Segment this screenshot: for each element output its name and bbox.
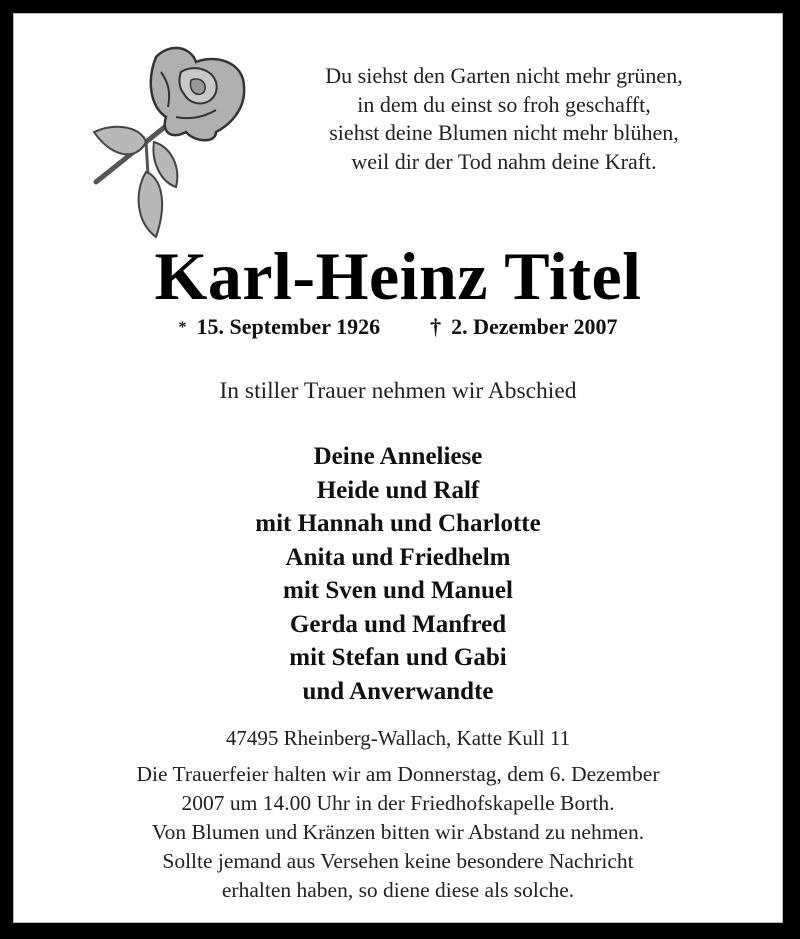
birth-star-icon: * bbox=[178, 319, 187, 336]
family-member: mit Hannah und Charlotte bbox=[255, 510, 541, 537]
family-member: mit Sven und Manuel bbox=[283, 577, 513, 604]
rose-icon bbox=[76, 32, 256, 242]
poem-line: in dem du einst so froh geschafft, bbox=[357, 91, 651, 117]
poem bbox=[254, 62, 754, 176]
info-line: Von Blumen und Kränzen bitten wir Abstand zu nehmen. bbox=[151, 820, 645, 844]
info-line: Die Trauerfeier halten wir am Donnerstag, dem 6. Dezember bbox=[136, 762, 660, 786]
family-list bbox=[14, 440, 782, 708]
family-member: Heide und Ralf bbox=[316, 476, 480, 504]
family-member: und Anverwandte bbox=[302, 677, 494, 705]
death-date: 2. Dezember 2007 bbox=[451, 314, 618, 339]
mourning-phrase: In stiller Trauer nehmen wir Abschied bbox=[219, 378, 577, 404]
funeral-info bbox=[14, 760, 782, 905]
poem-line: weil dir der Tod nahm deine Kraft. bbox=[351, 148, 657, 174]
poem-line: Du siehst den Garten nicht mehr grünen, bbox=[325, 63, 683, 88]
info-line: erhalten haben, so diene diese als solche. bbox=[221, 878, 575, 902]
info-line: 2007 um 14.00 Uhr in der Friedhofskapelle Borth. bbox=[181, 791, 615, 815]
poem-line: siehst deine Blumen nicht mehr blühen, bbox=[329, 120, 679, 145]
family-member: Gerda und Manfred bbox=[289, 610, 507, 638]
life-dates bbox=[14, 314, 782, 340]
info-line: Sollte jemand aus Versehen keine besondere Nachricht bbox=[162, 849, 634, 873]
family-member: Anita und Friedhelm bbox=[285, 543, 511, 571]
obituary-card bbox=[13, 13, 783, 923]
death-cross-icon: † bbox=[430, 314, 442, 339]
family-member: Deine Anneliese bbox=[313, 443, 483, 470]
birth-date: 15. September 1926 bbox=[196, 314, 381, 339]
deceased-name: Karl-Heinz Titel bbox=[154, 238, 642, 314]
family-member: mit Stefan und Gabi bbox=[289, 644, 507, 671]
address: 47495 Rheinberg-Wallach, Katte Kull 11 bbox=[225, 726, 571, 750]
